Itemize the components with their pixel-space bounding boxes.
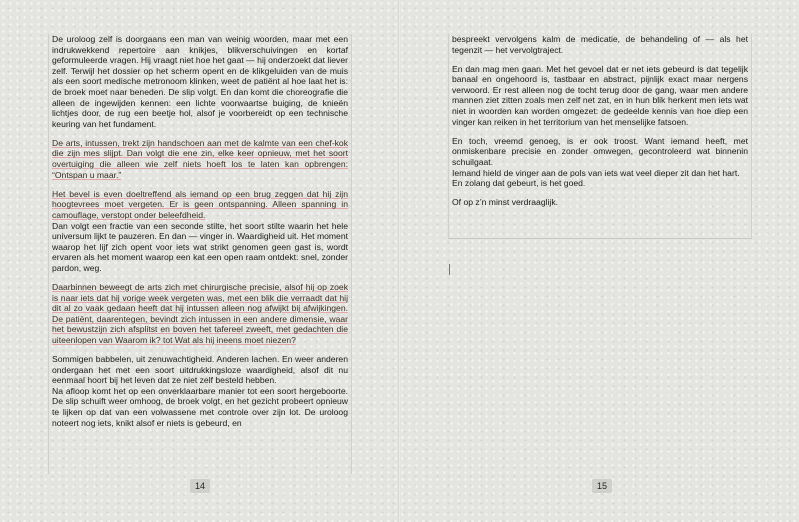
paragraph: De arts, intussen, trekt zijn handschoen aan met de kalmte van een chef-kok die zijn mes slijpt. Dan volgt die ene zin, elke keer opnieuw, met het soort overtuiging die alleen wie zelf niets hoeft los te laten kan opbrengen: “Ontspan u maar.” — [52, 137, 348, 180]
paragraph: De uroloog zelf is doorgaans een man van weinig woorden, maar met een indrukwekkend repertoire aan knikjes, blikverschuivingen en kortaf geformuleerde vragen. Hij vraagt niet hoe het gaat — hij onderzoekt dat liever zelf. Terwijl het dossier op het scherm opent en de klikgeluiden van de muis als een soort medische metronoom klinken, weet de patiënt al hoe laat het is: de broek moet naar beneden. De slip volgt. En dan komt die choreografie die alleen de ingewijden kennen: een lichte voorwaartse buiging, de knieën lichtjes door, de rug een beetje hol, alsof je voorbereidt op een technische keuring van het fundament. — [52, 34, 348, 129]
paragraph: Dan volgt een fractie van een seconde stilte, het soort stilte waarin het hele universum lijkt te pauzeren. En dan — vinger in. Waardigheid uit. Het moment waarop het lijf zich opent voor iets wat strikt genomen geen gast is, wordt ervaren als het moment waarop een kat een open raam ontdekt: snel, zonder pardon, weg. — [52, 220, 348, 273]
paragraph: En dan mag men gaan. Met het gevoel dat er net iets gebeurd is dat tegelijk banaal en ongehoord is, tastbaar en abstract, pijnlijk exact maar nergens verwoord. Er rest alleen nog de tocht terug door de gang, waar men andere mannen ziet zitten zoals men zelf net zat, en in hun blik herkent men iets wat niet in woorden kan worden omgezet: de gedeelde kennis van hoe diep een vinger kan reiken in het territorium van het menselijke fatsoen. — [452, 63, 748, 127]
right-text-frame[interactable] — [448, 34, 752, 239]
text-cursor — [449, 264, 450, 275]
paragraph: En toch, vreemd genoeg, is er ook troost. Want iemand heeft, met onmiskenbare precisie en zonder omwegen, gecontroleerd wat binnenin schuilgaat. — [452, 135, 748, 167]
paragraph: Iemand hield de vinger aan de pols van iets wat veel dieper zit dan het hart. — [452, 167, 740, 178]
page-number: 15 — [592, 479, 612, 493]
paragraph: Het bevel is even doeltreffend als iemand op een brug zeggen dat hij zijn hoogtevrees moet vergeten. Er is geen ontspanning. Alleen spanning in camouflage, verstopt onder beleefdheid. — [52, 188, 348, 220]
right-page — [400, 0, 799, 522]
left-text-frame[interactable] — [48, 34, 352, 474]
paragraph: En zolang dat gebeurt, is het goed. — [452, 178, 586, 189]
left-page — [0, 0, 399, 522]
paragraph: bespreekt vervolgens kalm de medicatie, de behandeling of — als het tegenzit — het vervolgtraject. — [452, 34, 748, 55]
page-number: 14 — [190, 479, 210, 493]
paragraph: Sommigen babbelen, uit zenuwachtigheid. Anderen lachen. En weer anderen ondergaan het met een soort uitdrukkingsloze waardigheid, alsof dit nu eenmaal hoort bij het leven dat ze niet zelf besteld hebben. — [52, 354, 348, 386]
paragraph: Daarbinnen beweegt de arts zich met chirurgische precisie, alsof hij op zoek is naar iets dat hij vorige week vergeten was, met een blik die verraadt dat hij dit al zo vaak gedaan heeft dat hij intussen alleen nog afwijkt bij afwijkingen. De patiënt, daarentegen, bevindt zich intussen in een andere dimensie, waar het bewustzijn zich afsplitst en boven het tafereel zweeft, met gedachten die uiteenlopen van Waarom ik? tot Wat als hij ineens moet niezen? — [52, 281, 348, 345]
paragraph: Na afloop komt het op een onverklaarbare manier tot een soort hergeboorte. De slip schuift weer omhoog, de broek volgt, en het gezicht probeert opnieuw te lijken op dat van een volwassene met controle over zijn lot. De uroloog noteert nog iets, knikt alsof er niets is gebeurd, en — [52, 385, 348, 428]
paragraph: Of op z’n minst verdraaglijk. — [452, 197, 559, 208]
